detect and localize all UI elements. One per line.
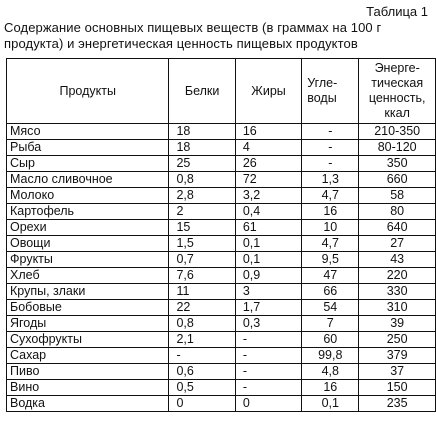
cell-fat: 3 xyxy=(235,284,301,300)
cell-carbs: 4,7 xyxy=(302,188,359,204)
cell-protein: 25 xyxy=(169,156,235,172)
column-header-product xyxy=(7,59,169,124)
cell-carbs: 99,8 xyxy=(302,348,359,364)
table-row xyxy=(7,284,436,300)
nutrition-table xyxy=(6,58,436,412)
cell-protein: 2 xyxy=(169,204,235,220)
cell-product: Ягоды xyxy=(7,316,169,332)
header-label: Белки xyxy=(184,83,220,98)
cell-energy: 150 xyxy=(359,380,436,396)
cell-fat: - xyxy=(235,348,301,364)
cell-fat: 4 xyxy=(235,140,301,156)
table-row xyxy=(7,156,436,172)
column-header-protein xyxy=(169,59,235,124)
cell-carbs: 54 xyxy=(302,300,359,316)
header-label: Энерге- тическая ценность, ккал xyxy=(368,61,426,120)
cell-protein: 15 xyxy=(169,220,235,236)
cell-carbs: 10 xyxy=(302,220,359,236)
cell-energy: 80-120 xyxy=(359,140,436,156)
cell-carbs: 66 xyxy=(302,284,359,300)
cell-energy: 58 xyxy=(359,188,436,204)
cell-energy: 330 xyxy=(359,284,436,300)
cell-protein: 0,7 xyxy=(169,252,235,268)
table-row xyxy=(7,124,436,140)
cell-energy: 37 xyxy=(359,364,436,380)
table-row xyxy=(7,316,436,332)
table-row xyxy=(7,172,436,188)
cell-fat: 26 xyxy=(235,156,301,172)
cell-fat: - xyxy=(235,364,301,380)
cell-fat: 16 xyxy=(235,124,301,140)
cell-protein: 22 xyxy=(169,300,235,316)
cell-protein: 0,8 xyxy=(169,172,235,188)
table-row xyxy=(7,204,436,220)
cell-energy: 250 xyxy=(359,332,436,348)
cell-protein: 7,6 xyxy=(169,268,235,284)
cell-carbs: 4,7 xyxy=(302,236,359,252)
cell-protein: 18 xyxy=(169,140,235,156)
cell-carbs: 47 xyxy=(302,268,359,284)
cell-product: Мясо xyxy=(7,124,169,140)
cell-energy: 350 xyxy=(359,156,436,172)
cell-product: Хлеб xyxy=(7,268,169,284)
cell-fat: 3,2 xyxy=(235,188,301,204)
cell-product: Пиво xyxy=(7,364,169,380)
cell-product: Сахар xyxy=(7,348,169,364)
table-row xyxy=(7,252,436,268)
cell-carbs: - xyxy=(302,140,359,156)
cell-protein: - xyxy=(169,348,235,364)
table-row xyxy=(7,220,436,236)
cell-protein: 2,1 xyxy=(169,332,235,348)
cell-energy: 235 xyxy=(359,396,436,412)
cell-product: Бобовые xyxy=(7,300,169,316)
table-row xyxy=(7,380,436,396)
cell-product: Овощи xyxy=(7,236,169,252)
cell-product: Сухофрукты xyxy=(7,332,169,348)
table-row xyxy=(7,348,436,364)
cell-energy: 310 xyxy=(359,300,436,316)
cell-carbs: 7 xyxy=(302,316,359,332)
header-label: Продукты xyxy=(59,83,116,98)
cell-energy: 220 xyxy=(359,268,436,284)
cell-carbs: 4,8 xyxy=(302,364,359,380)
header-row xyxy=(7,59,436,124)
cell-energy: 43 xyxy=(359,252,436,268)
table-number: Таблица 1 xyxy=(366,4,428,19)
cell-energy: 39 xyxy=(359,316,436,332)
cell-energy: 640 xyxy=(359,220,436,236)
table-row xyxy=(7,140,436,156)
cell-product: Масло сливочное xyxy=(7,172,169,188)
cell-fat: - xyxy=(235,332,301,348)
cell-protein: 11 xyxy=(169,284,235,300)
cell-fat: 0,1 xyxy=(235,252,301,268)
cell-carbs: 16 xyxy=(302,380,359,396)
column-header-carbs xyxy=(302,59,359,124)
table-row xyxy=(7,364,436,380)
table-title: Содержание основных пищевых веществ (в граммах на 100 г продукта) и энергетическая ценность пищевых продуктов xyxy=(4,20,382,51)
cell-protein: 0,6 xyxy=(169,364,235,380)
cell-product: Вино xyxy=(7,380,169,396)
cell-protein: 18 xyxy=(169,124,235,140)
cell-fat: 61 xyxy=(235,220,301,236)
header-label: Угле- воды xyxy=(307,76,338,105)
table-row xyxy=(7,268,436,284)
cell-fat: 0,4 xyxy=(235,204,301,220)
cell-energy: 80 xyxy=(359,204,436,220)
table-row xyxy=(7,188,436,204)
cell-carbs: 60 xyxy=(302,332,359,348)
table-row xyxy=(7,300,436,316)
column-header-energy xyxy=(359,59,436,124)
cell-product: Молоко xyxy=(7,188,169,204)
cell-carbs: 16 xyxy=(302,204,359,220)
cell-carbs: 1,3 xyxy=(302,172,359,188)
cell-product: Сыр xyxy=(7,156,169,172)
cell-protein: 0,8 xyxy=(169,316,235,332)
table-row xyxy=(7,236,436,252)
cell-protein: 0 xyxy=(169,396,235,412)
cell-fat: 1,7 xyxy=(235,300,301,316)
header-label: Жиры xyxy=(251,83,286,98)
cell-fat: 0,1 xyxy=(235,236,301,252)
cell-product: Орехи xyxy=(7,220,169,236)
cell-protein: 2,8 xyxy=(169,188,235,204)
cell-carbs: 9,5 xyxy=(302,252,359,268)
cell-protein: 1,5 xyxy=(169,236,235,252)
column-header-fat xyxy=(235,59,301,124)
table-row xyxy=(7,396,436,412)
cell-carbs: - xyxy=(302,156,359,172)
cell-product: Фрукты xyxy=(7,252,169,268)
cell-product: Водка xyxy=(7,396,169,412)
cell-energy: 27 xyxy=(359,236,436,252)
cell-protein: 0,5 xyxy=(169,380,235,396)
cell-fat: 72 xyxy=(235,172,301,188)
cell-fat: 0,9 xyxy=(235,268,301,284)
cell-fat: 0 xyxy=(235,396,301,412)
table-body xyxy=(7,124,436,412)
cell-fat: - xyxy=(235,380,301,396)
cell-energy: 210-350 xyxy=(359,124,436,140)
cell-energy: 379 xyxy=(359,348,436,364)
cell-fat: 0,3 xyxy=(235,316,301,332)
table-row xyxy=(7,332,436,348)
cell-product: Крупы, злаки xyxy=(7,284,169,300)
cell-product: Рыба xyxy=(7,140,169,156)
cell-energy: 660 xyxy=(359,172,436,188)
cell-product: Картофель xyxy=(7,204,169,220)
cell-carbs: 0,1 xyxy=(302,396,359,412)
cell-carbs: - xyxy=(302,124,359,140)
